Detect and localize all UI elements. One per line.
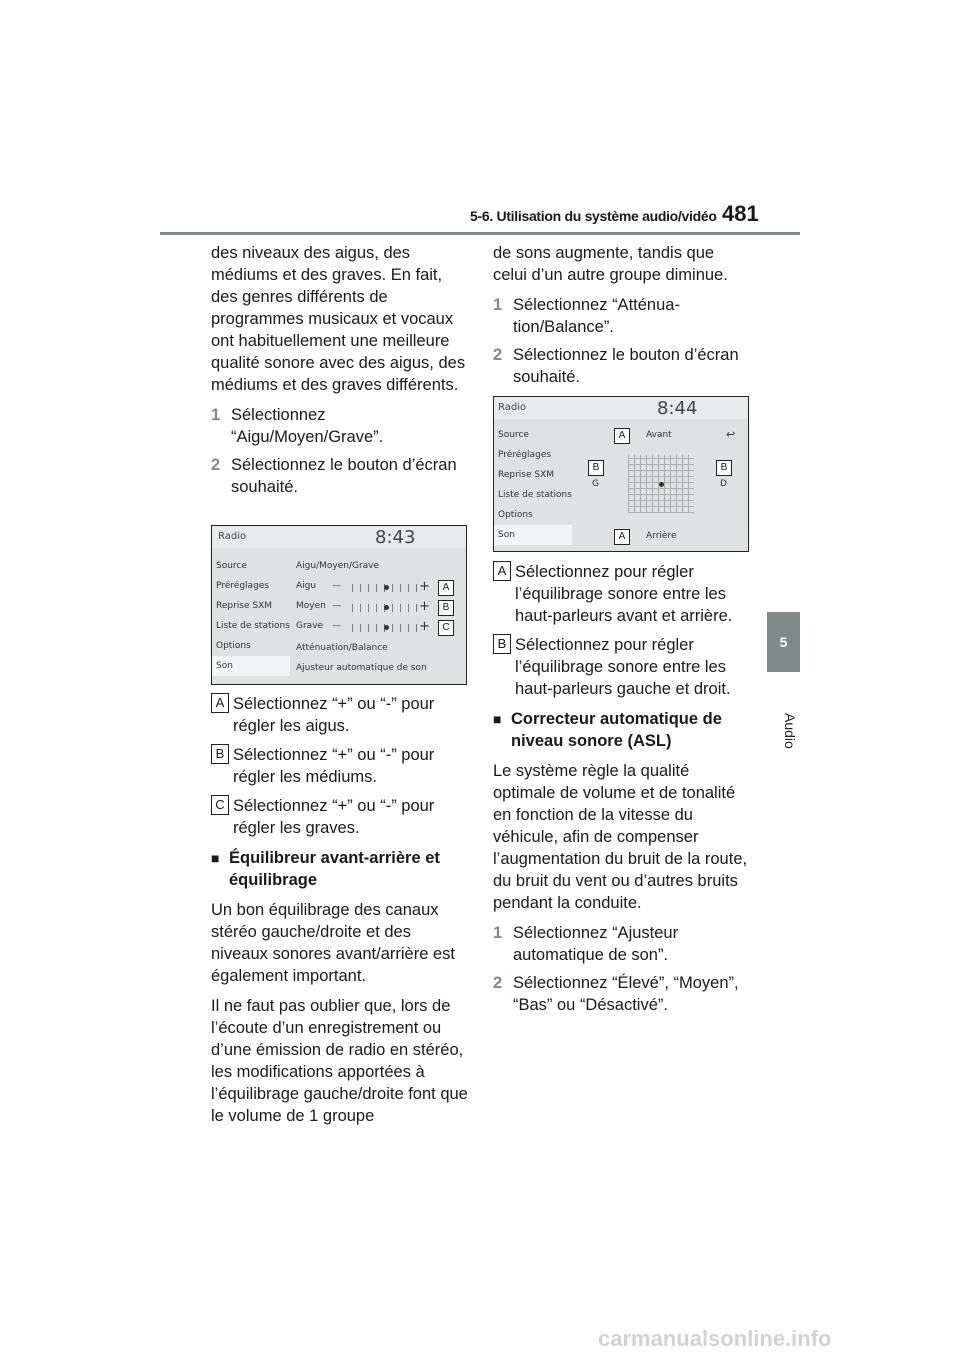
callout-label: B Sélectionnez “+” ou “-” pour régler les médiums. — [211, 744, 469, 788]
watermark: carmanualsonline.info — [598, 1326, 832, 1351]
status-bar — [494, 397, 748, 419]
side-menu — [212, 556, 290, 676]
menu-item[interactable]: Reprise SXM — [498, 470, 555, 480]
callout-tag: C — [438, 620, 454, 636]
callout-label: A Sélectionnez pour régler l’équilibrage sonore entre les haut-parleurs avant et arrière. — [493, 561, 751, 627]
plus-button[interactable]: + — [419, 579, 430, 594]
tone-knob[interactable] — [384, 585, 389, 590]
paragraph: Le système règle la qualité optimale de volume et de tonalité en fonction de la vitesse du véhicule, afin de compenser l’augmentation du bruit de la route, du bruit du vent ou d’autres bruits pendant la conduite. — [493, 762, 748, 912]
balance-item[interactable]: Atténuation/Balance — [296, 643, 388, 653]
callout-tag: A — [614, 428, 630, 444]
menu-item[interactable]: Options — [216, 641, 251, 651]
menu-item[interactable]: Son — [212, 656, 290, 676]
menu-item[interactable]: Préréglages — [216, 581, 270, 591]
screenshot-balance — [493, 396, 749, 552]
left-column — [211, 242, 469, 504]
callout-tag: B — [716, 460, 732, 476]
chapter-tab: 5 — [767, 612, 800, 672]
plus-button[interactable]: + — [419, 599, 430, 614]
step: 2 Sélectionnez “Élevé”, “Moyen”, “Bas” ou “Désactivé”. — [493, 974, 739, 1014]
menu-item[interactable]: Son — [494, 525, 572, 545]
square-bullet-icon: ■ — [493, 711, 502, 727]
screen-title: Radio — [218, 531, 247, 542]
callout-tag: A — [438, 580, 454, 596]
minus-button[interactable]: — — [332, 581, 341, 591]
callout-tag: B — [588, 460, 604, 476]
left-button[interactable]: G — [592, 479, 599, 489]
screen-title: Radio — [498, 402, 527, 413]
menu-item[interactable]: Source — [498, 430, 529, 440]
plus-button[interactable]: + — [419, 619, 430, 634]
section-title: ■ Équilibreur avant-arrière et équilibrage — [211, 849, 440, 889]
right-column-lower — [493, 561, 751, 1022]
side-menu — [494, 425, 572, 545]
intro-text: de sons augmente, tandis que celui d’un autre groupe diminue. — [493, 244, 728, 284]
menu-item[interactable]: Liste de stations — [216, 621, 290, 631]
row-label: Grave — [296, 621, 324, 631]
left-column-lower — [211, 693, 469, 1135]
page-number: 481 — [722, 201, 759, 226]
menu-item[interactable]: Source — [216, 561, 247, 571]
callout-label: B Sélectionnez pour régler l’équilibrage sonore entre les haut-parleurs gauche et droit. — [493, 634, 751, 700]
row-label: Aigu — [296, 581, 317, 591]
callout-tag: B — [438, 600, 454, 616]
minus-button[interactable]: — — [332, 621, 341, 631]
tone-heading: Aigu/Moyen/Grave — [296, 561, 380, 571]
menu-item[interactable]: Options — [498, 510, 533, 520]
chapter-label: Audio — [782, 713, 798, 749]
balance-knob[interactable] — [659, 482, 664, 487]
asl-item[interactable]: Ajusteur automatique de son — [296, 663, 427, 673]
callout-tag: A — [614, 529, 630, 545]
status-bar — [212, 526, 466, 548]
row-label: Moyen — [296, 601, 326, 611]
step: 1 Sélectionnez “Aigu/Moyen/Grave”. — [211, 406, 384, 446]
square-bullet-icon: ■ — [211, 850, 220, 866]
clock: 8:44 — [657, 398, 698, 419]
tone-knob[interactable] — [384, 625, 389, 630]
front-button[interactable]: Avant — [646, 430, 672, 440]
screenshot-tone — [211, 525, 467, 685]
clock: 8:43 — [375, 527, 416, 548]
step: 2 Sélectionnez le bouton d’écran souhaité. — [493, 346, 739, 386]
section-title: ■ Correcteur automatique de niveau sonore (ASL) — [493, 710, 722, 750]
step: 2 Sélectionnez le bouton d’écran souhaité. — [211, 456, 457, 496]
back-icon[interactable]: ↩ — [726, 428, 736, 441]
menu-item[interactable]: Liste de stations — [498, 490, 572, 500]
callout-label: A Sélectionnez “+” ou “-” pour régler les aigus. — [211, 693, 469, 737]
rear-button[interactable]: Arrière — [646, 531, 677, 541]
intro-text: des niveaux des aigus, des médiums et des graves. En fait, des genres différents de programmes musicaux et vocaux ont habituellement une meilleure qualité sonore avec des aigus, des médiums et des graves différents. — [211, 244, 466, 394]
callout-label: C Sélectionnez “+” ou “-” pour régler les graves. — [211, 795, 469, 839]
menu-item[interactable]: Reprise SXM — [216, 601, 273, 611]
paragraph: Il ne faut pas oublier que, lors de l’écoute d’un enregistrement ou d’une émission de radio en stéréo, les modifications apportées à l’équilibrage gauche/droite font que le volume de 1 groupe — [211, 997, 468, 1125]
menu-item[interactable]: Préréglages — [498, 450, 552, 460]
paragraph: Un bon équilibrage des canaux stéréo gauche/droite et des niveaux sonores avant/arrière est également important. — [211, 901, 455, 985]
minus-button[interactable]: — — [332, 601, 341, 611]
step: 1 Sélectionnez “Ajusteur automatique de son”. — [493, 924, 679, 964]
tone-knob[interactable] — [384, 605, 389, 610]
right-column — [493, 242, 751, 394]
right-button[interactable]: D — [720, 479, 727, 489]
header-rule — [160, 232, 800, 235]
step: 1 Sélectionnez “Atténua-tion/Balance”. — [493, 296, 680, 336]
section-header: 5-6. Utilisation du système audio/vidéo — [470, 208, 717, 224]
